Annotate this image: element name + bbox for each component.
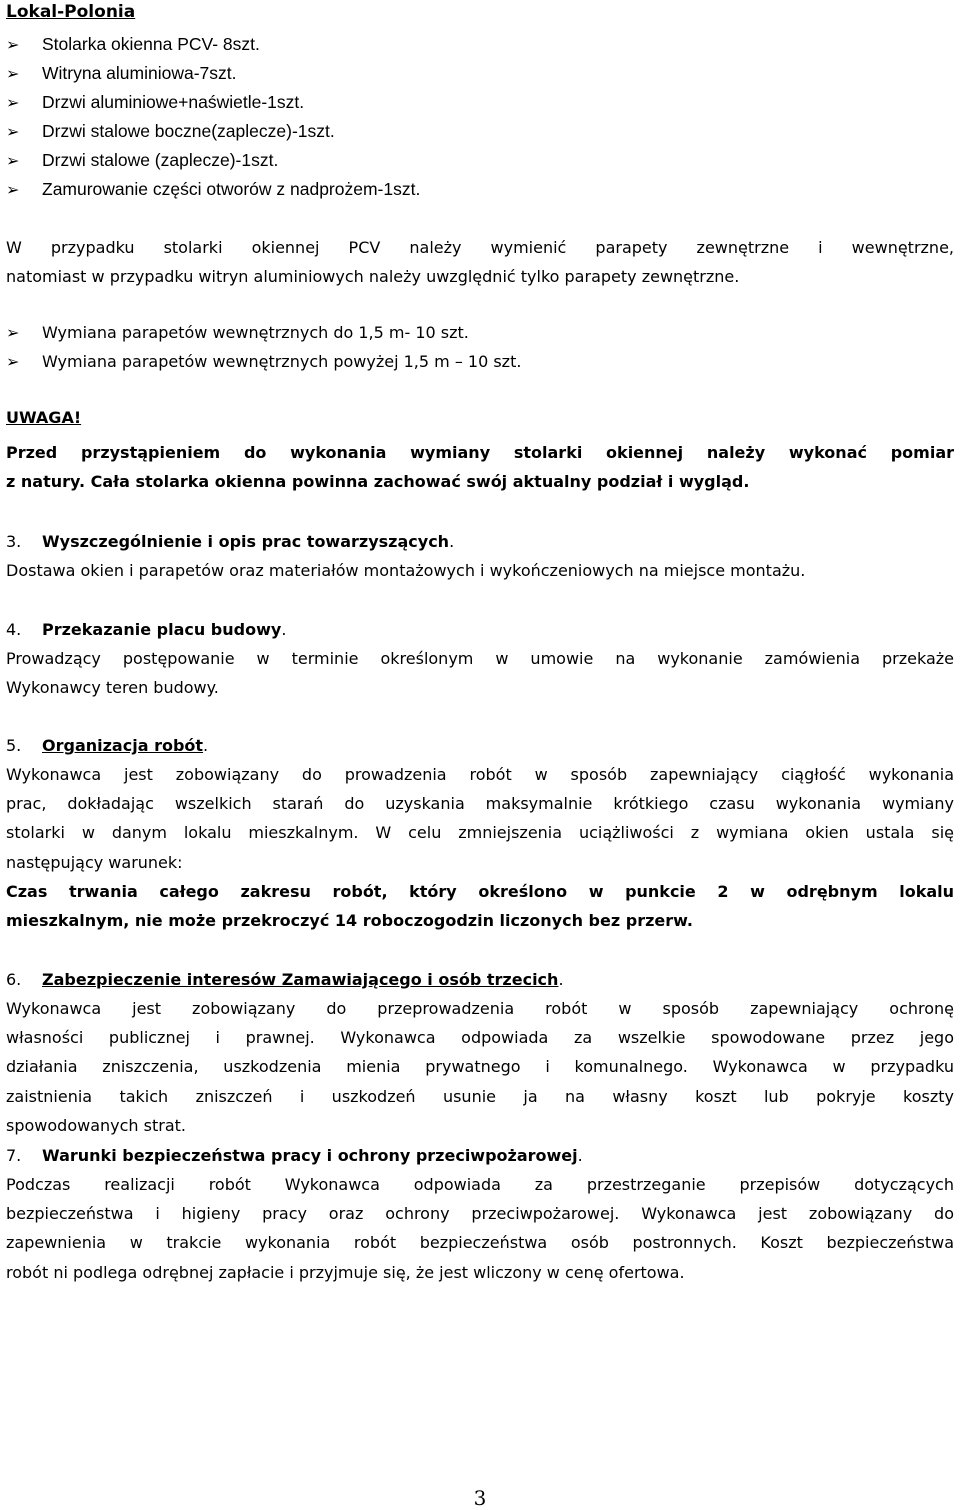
list-item: ➢ Stolarka okienna PCV- 8szt. [6, 30, 420, 59]
section-5-text: Wykonawca jest zobowiązany do prowadzenia robót w sposób zapewniający ciągłość wykonania prac, dokładając wszelkich starań do uzyskania maksymalnie krótkiego czasu wykonania wymiany stolarki w danym lokalu mieszkalnym. W celu zmniejszenia uciążliwości z wymiana okien ustala się następujący warunek: Czas trwania całego zakresu robót, który określono w punkcie 2 w odrębnym lokalu mieszkalnym, nie może przekroczyć 14 roboczogodzin liczonych bez przerw. [6, 765, 954, 931]
list-item: ➢ Witryna aluminiowa-7szt. [6, 59, 420, 88]
sills-list [6, 318, 521, 376]
section-4-text: Prowadzący postępowanie w terminie określonym w umowie na wykonanie zamówienia przekaże Wykonawcy teren budowy. [6, 649, 954, 698]
section-heading-6: 6. Zabezpieczenie interesów Zamawiającego i osób trzecich. [6, 970, 564, 989]
section-heading-7: 7. Warunki bezpieczeństwa pracy i ochrony przeciwpożarowej. [6, 1146, 583, 1165]
page-number: 3 [473, 1486, 487, 1510]
section-7-text: Podczas realizacji robót Wykonawca odpowiada za przestrzeganie przepisów dotyczących bezpieczeństwa i higieny pracy oraz ochrony przeciwpożarowej. Wykonawca jest zobowiązany do zapewnienia w trakcie wykonania robót bezpieczeństwa osób postronnych. Koszt bezpieczeństwa robót ni podlega odrębnej zapłacie i przyjmuje się, że jest wliczony w cenę ofertowa. [6, 1175, 954, 1282]
arrow-bullet-icon: ➢ [6, 352, 20, 371]
list-item: ➢ Wymiana parapetów wewnętrznych do 1,5 m- 10 szt. [6, 318, 521, 347]
arrow-bullet-icon: ➢ [6, 180, 20, 199]
list-item: ➢ Drzwi aluminiowe+naświetle-1szt. [6, 88, 420, 117]
list-item: ➢ Wymiana parapetów wewnętrznych powyżej 1,5 m – 10 szt. [6, 347, 521, 376]
arrow-bullet-icon: ➢ [6, 323, 20, 342]
section-6-text: Wykonawca jest zobowiązany do przeprowadzenia robót w sposób zapewniający ochronę własności publicznej i prawnej. Wykonawca odpowiada za wszelkie spowodowane przez jego działania zniszczenia, uszkodzenia mienia prywatnego i komunalnego. Wykonawca w przypadku zaistnienia takich zniszczeń i uszkodzeń usunie ja na własny koszt lub pokryje koszty spowodowanych strat. [6, 999, 954, 1135]
warning-label: UWAGA! [6, 408, 82, 427]
arrow-bullet-icon: ➢ [6, 122, 20, 141]
list-item: ➢ Drzwi stalowe (zaplecze)-1szt. [6, 146, 420, 175]
section-heading-5: 5. Organizacja robót. [6, 736, 209, 755]
pcv-paragraph: W przypadku stolarki okiennej PCV należy wymienić parapety zewnętrzne i wewnętrzne, natomiast w przypadku witryn aluminiowych należy uwzględnić tylko parapety zewnętrzne. [6, 238, 954, 287]
arrow-bullet-icon: ➢ [6, 151, 20, 170]
list-item: ➢ Drzwi stalowe boczne(zaplecze)-1szt. [6, 117, 420, 146]
section-3-text: Dostawa okien i parapetów oraz materiałów montażowych i wykończeniowych na miejsce montażu. [6, 561, 806, 580]
section-heading-3: 3. Wyszczególnienie i opis prac towarzyszących. [6, 532, 455, 551]
arrow-bullet-icon: ➢ [6, 93, 20, 112]
items-list [6, 30, 420, 204]
section-heading-4: 4. Przekazanie placu budowy. [6, 620, 287, 639]
list-item: ➢ Zamurowanie części otworów z nadprożem-1szt. [6, 175, 420, 204]
arrow-bullet-icon: ➢ [6, 35, 20, 54]
document-title: Lokal-Polonia [6, 2, 136, 22]
warning-text: Przed przystąpieniem do wykonania wymiany stolarki okiennej należy wykonać pomiar z natury. Cała stolarka okienna powinna zachować swój aktualny podział i wygląd. [6, 443, 954, 492]
arrow-bullet-icon: ➢ [6, 64, 20, 83]
